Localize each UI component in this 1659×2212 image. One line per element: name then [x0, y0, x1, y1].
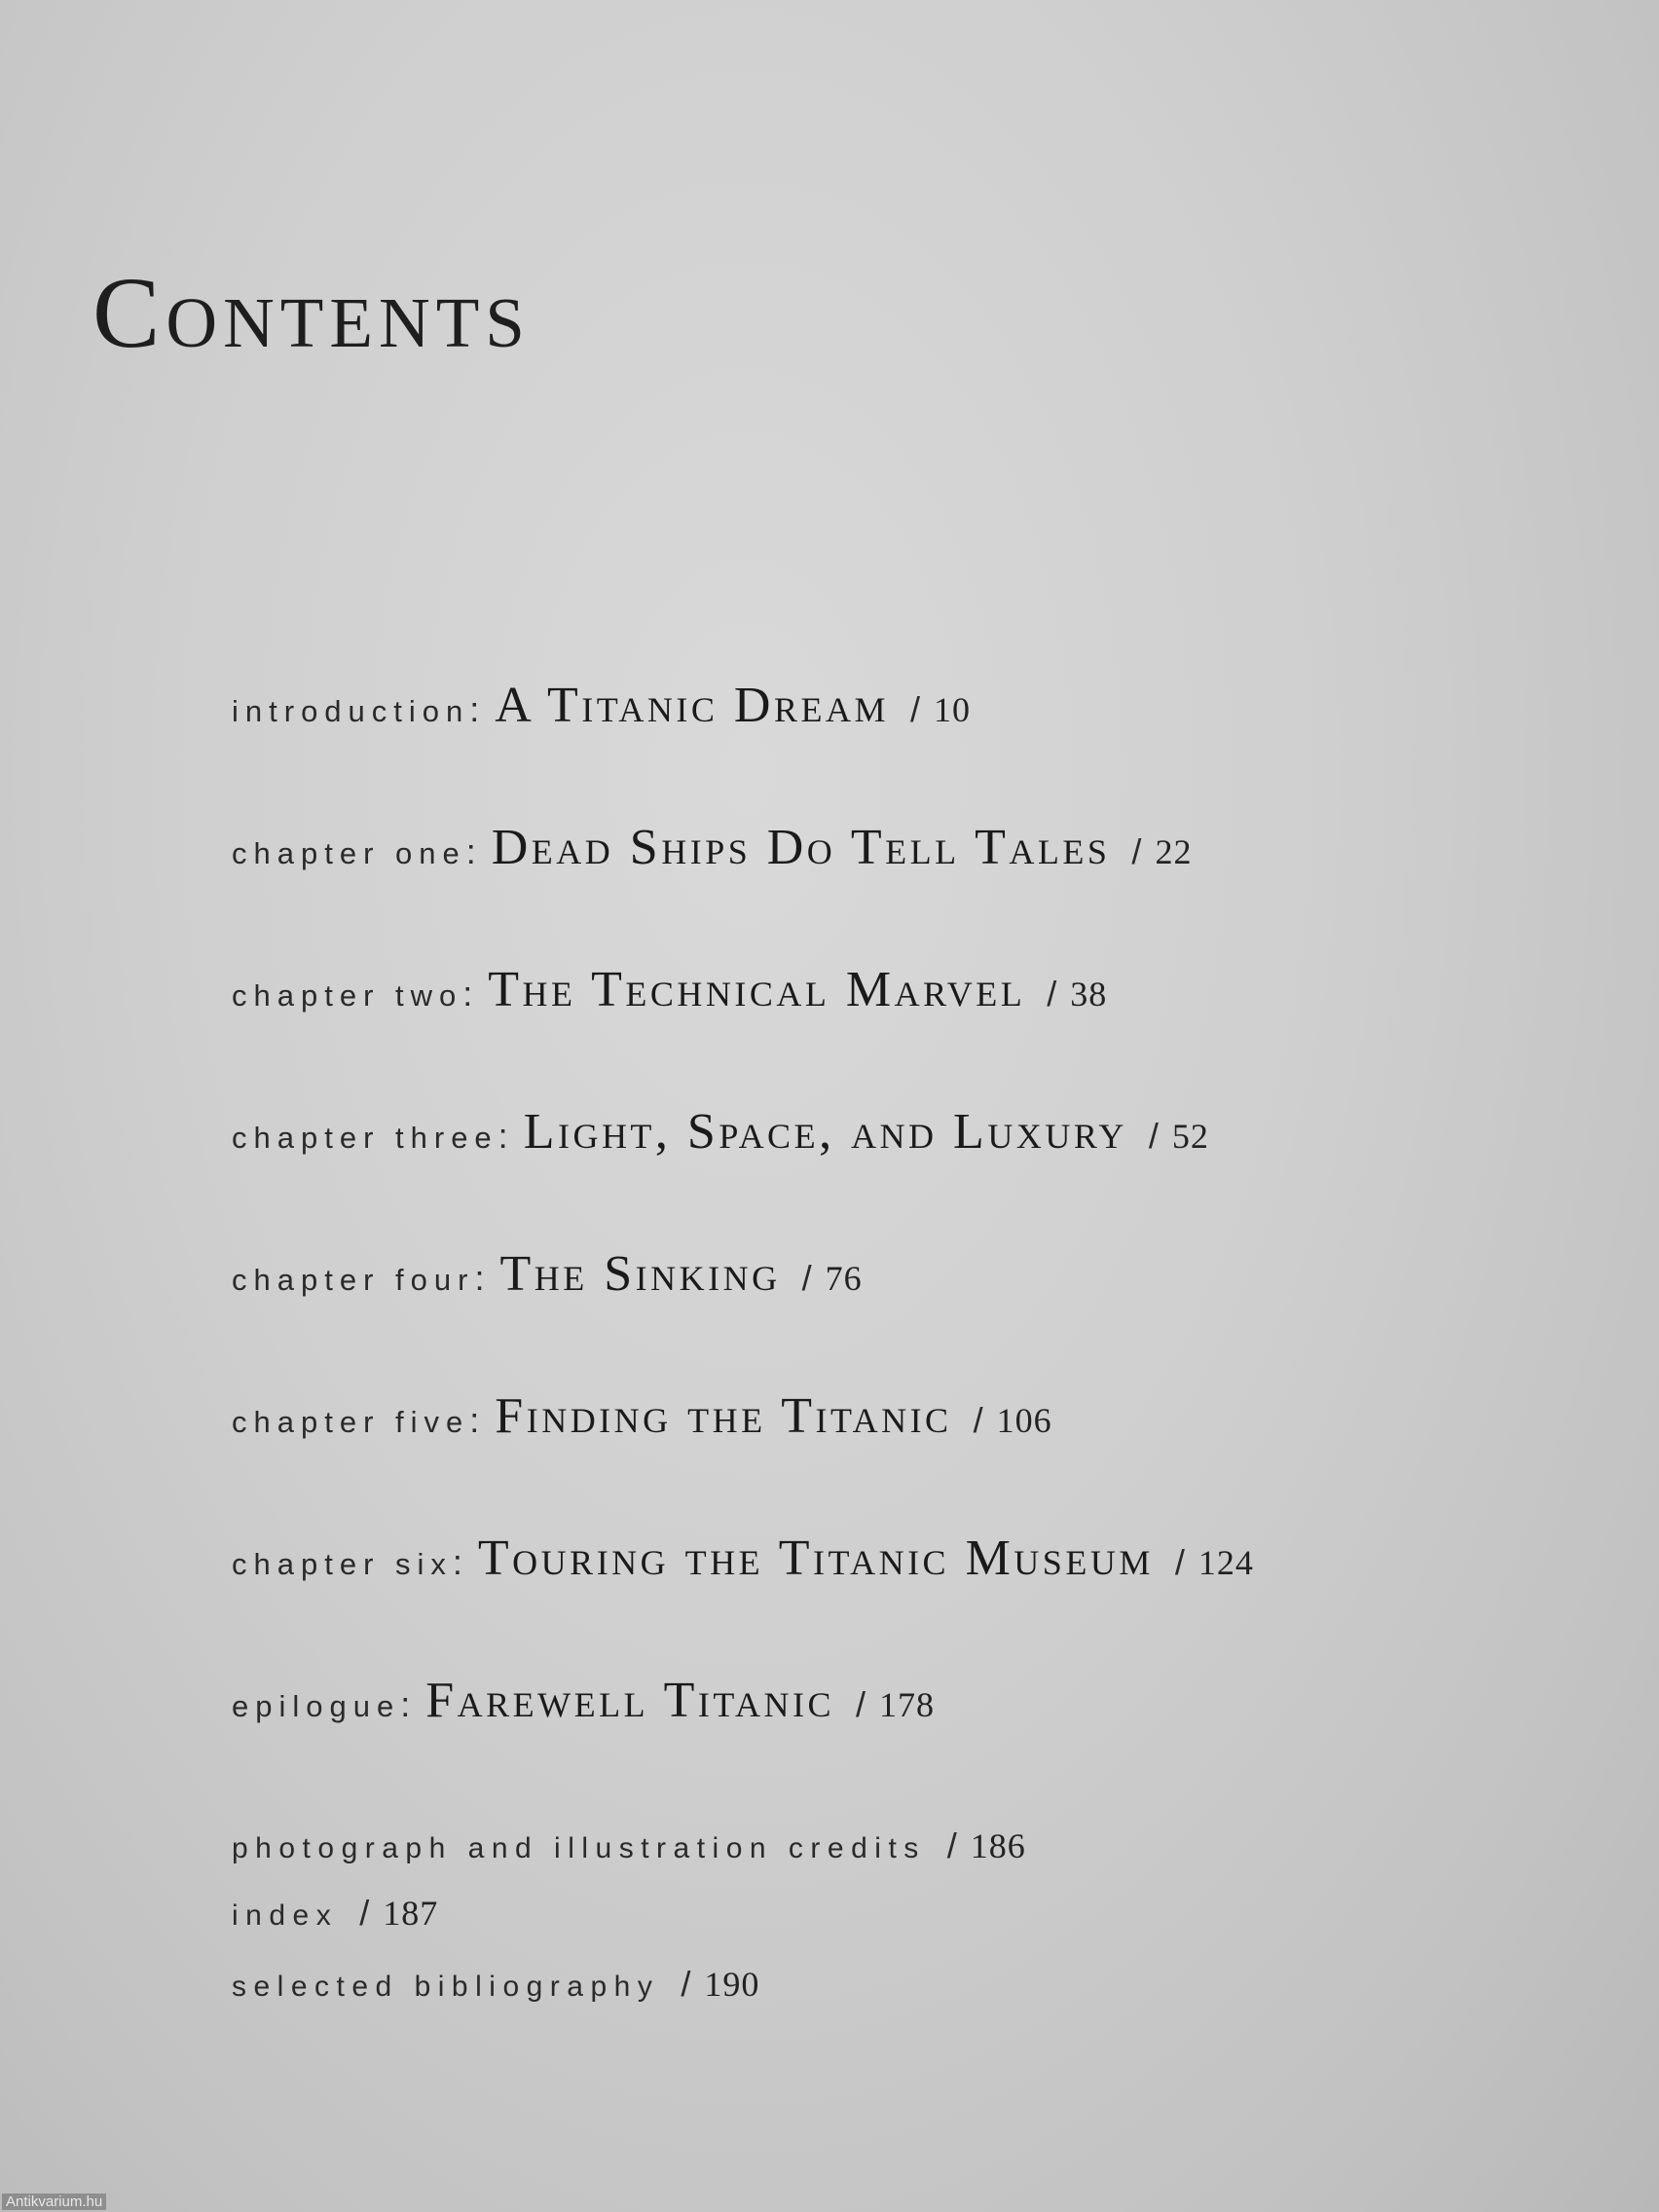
toc-entry-title: Farewell Titanic	[425, 1673, 835, 1728]
toc-entry-separator: /	[1148, 1116, 1159, 1156]
toc-entry-title: A Titanic Dream	[495, 678, 889, 733]
toc-entry-page-number: 38	[1070, 975, 1108, 1014]
toc-entry-separator: /	[1047, 974, 1057, 1014]
toc-entry-page-number: 106	[996, 1401, 1052, 1440]
toc-entry-colon: :	[452, 1542, 462, 1582]
toc-entry-label: epilogue	[232, 1689, 401, 1723]
toc-entry-page-number: 187	[383, 1894, 439, 1933]
toc-entry-title: The Technical Marvel	[488, 962, 1026, 1017]
toc-entry-chapter-five[interactable]	[232, 1387, 1052, 1445]
toc-entry-index[interactable]	[232, 1893, 438, 1934]
toc-entry-epilogue[interactable]	[232, 1672, 935, 1729]
toc-entry-separator: /	[946, 1825, 957, 1865]
toc-entry-page-number: 186	[970, 1826, 1026, 1865]
toc-entry-separator: /	[1131, 831, 1142, 871]
toc-entry-label: introduction	[232, 694, 470, 728]
toc-entry-label: chapter two	[232, 978, 463, 1013]
toc-entry-chapter-one[interactable]	[232, 819, 1192, 876]
toc-entry-chapter-three[interactable]	[232, 1103, 1209, 1161]
watermark: Antikvarium.hu	[2, 2194, 106, 2210]
toc-entry-colon: :	[469, 1400, 480, 1440]
toc-entry-colon: :	[400, 1684, 411, 1724]
toc-entry-page-number: 190	[704, 1965, 760, 2004]
toc-entry-page-number: 178	[879, 1685, 936, 1724]
toc-entry-separator: /	[359, 1893, 370, 1933]
toc-entry-colon: :	[469, 689, 480, 729]
toc-entry-colon: :	[474, 1258, 485, 1298]
toc-entry-bibliography[interactable]	[232, 1964, 759, 2005]
toc-entry-label: chapter six	[232, 1547, 453, 1581]
toc-entry-title: Finding the Titanic	[495, 1388, 952, 1444]
toc-entry-title: The Sinking	[499, 1246, 781, 1302]
toc-entry-credits[interactable]	[232, 1825, 1026, 1866]
toc-entry-separator: /	[801, 1258, 812, 1298]
toc-entry-title: Touring the Titanic Museum	[477, 1530, 1154, 1586]
toc-entry-chapter-six[interactable]	[232, 1530, 1254, 1587]
toc-entry-page-number: 124	[1198, 1543, 1254, 1582]
toc-entry-chapter-two[interactable]	[232, 961, 1107, 1018]
toc-entry-label: chapter one	[232, 836, 466, 870]
toc-entry-title: Dead Ships Do Tell Tales	[491, 820, 1111, 875]
toc-entry-introduction[interactable]	[232, 677, 971, 734]
toc-entry-separator: /	[973, 1400, 983, 1440]
toc-entry-label: index	[232, 1899, 339, 1932]
toc-entry-title: Light, Space, and Luxury	[523, 1104, 1127, 1160]
toc-entry-separator: /	[856, 1684, 866, 1724]
toc-entry-page-number: 10	[933, 690, 971, 729]
toc-entry-page-number: 22	[1155, 832, 1193, 871]
toc-entry-label: chapter three	[232, 1121, 498, 1155]
toc-entry-label: chapter four	[232, 1263, 475, 1297]
toc-entry-separator: /	[909, 689, 920, 729]
toc-entry-colon: :	[498, 1116, 508, 1156]
page-title: Contents	[92, 257, 531, 369]
toc-entry-separator: /	[1174, 1542, 1185, 1582]
toc-entry-page-number: 52	[1171, 1117, 1209, 1156]
toc-entry-colon: :	[462, 974, 473, 1014]
toc-entry-label: selected bibliography	[232, 1971, 660, 2003]
toc-entry-label: photograph and illustration credits	[232, 1832, 926, 1864]
toc-entry-label: chapter five	[232, 1405, 470, 1439]
toc-entry-colon: :	[465, 831, 476, 871]
toc-entry-page-number: 76	[825, 1259, 863, 1298]
toc-entry-chapter-four[interactable]	[232, 1245, 863, 1303]
toc-entry-separator: /	[681, 1964, 691, 2004]
